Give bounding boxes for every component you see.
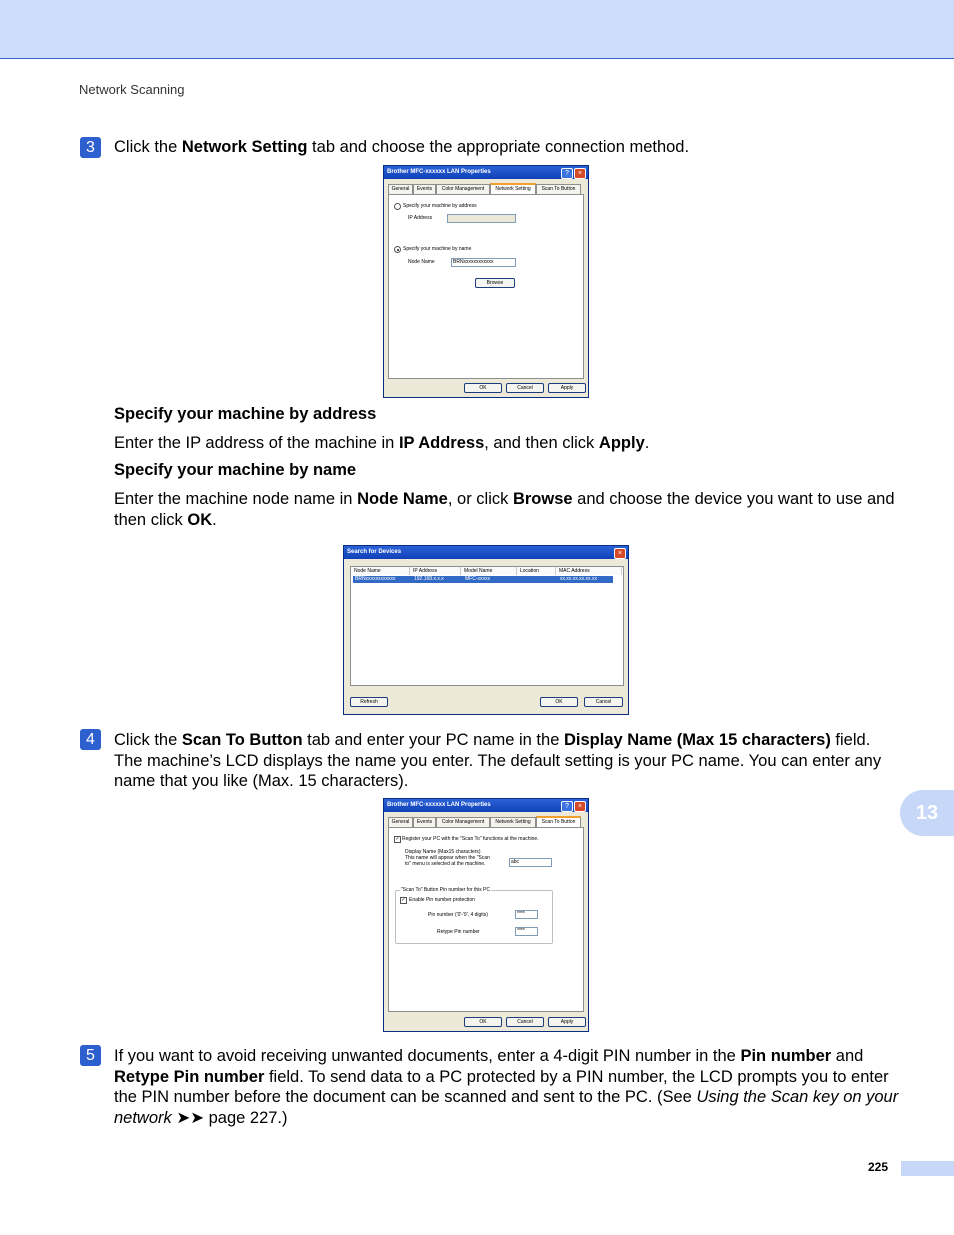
help-icon[interactable]: ?: [561, 801, 573, 812]
tab-events[interactable]: Events: [413, 184, 436, 194]
col-mac-address[interactable]: MAC Address: [556, 567, 622, 575]
close-icon[interactable]: ×: [614, 548, 626, 559]
radio-by-name-label: Specify your machine by name: [403, 246, 472, 252]
dialog-title: Search for Devices: [344, 546, 628, 559]
dialog-title: Brother MFC-xxxxxx LAN Properties: [384, 166, 588, 179]
by-name-text: Enter the machine node name in Node Name, or click Browse and choose the device you want to use and then click OK.: [114, 490, 895, 529]
tab-events[interactable]: Events: [413, 817, 436, 827]
tab-scan-to-button[interactable]: Scan To Button: [536, 184, 581, 194]
search-for-devices-dialog: [343, 545, 629, 715]
step-number-4: 4: [80, 729, 101, 750]
by-address-text: Enter the IP address of the machine in IP Address, and then click Apply.: [114, 434, 650, 452]
apply-button[interactable]: Apply: [548, 383, 586, 393]
tab-color-management[interactable]: Color Management: [436, 817, 490, 827]
lan-properties-dialog-network: [383, 165, 589, 398]
tab-network-setting[interactable]: Network Setting: [490, 817, 536, 827]
cancel-button[interactable]: Cancel: [584, 697, 623, 707]
cross-reference-link[interactable]: Using the Scan key on your network: [114, 1088, 899, 1127]
col-location[interactable]: Location: [517, 567, 556, 575]
node-name-label: Node Name: [408, 259, 435, 265]
tab-color-management[interactable]: Color Management: [436, 184, 490, 194]
ip-address-label: IP Address: [408, 215, 433, 221]
chapter-tab: 13: [900, 790, 954, 836]
col-node-name[interactable]: Node Name: [351, 567, 410, 575]
lan-properties-dialog-scan: [383, 798, 589, 1032]
col-ip-address[interactable]: IP Address: [410, 567, 461, 575]
display-name-label: Display Name (Max15 characters): [405, 849, 481, 855]
pin-number-field[interactable]: ****: [515, 910, 538, 919]
pin-number-label: Pin number ('0'-'9', 4 digits): [428, 912, 488, 918]
heading-by-address: Specify your machine by address: [114, 405, 377, 423]
device-list[interactable]: [350, 566, 624, 686]
ok-button[interactable]: OK: [464, 383, 502, 393]
dialog-title: Brother MFC-xxxxxx LAN Properties: [384, 799, 588, 812]
heading-by-name: Specify your machine by name: [114, 461, 357, 479]
cell-mac-address: xx.xx.xx.xx.xx.xx: [560, 576, 597, 582]
scan-to-button-panel: [388, 827, 584, 1012]
display-name-field[interactable]: abc: [509, 858, 552, 867]
enable-pin-checkbox[interactable]: ✓: [401, 897, 406, 903]
tab-network-setting[interactable]: Network Setting: [490, 183, 536, 195]
network-setting-panel: [388, 194, 584, 379]
cell-ip-address: 192.168.x.x.x: [414, 576, 444, 582]
tab-general[interactable]: General: [388, 817, 413, 827]
tab-scan-to-button[interactable]: Scan To Button: [536, 816, 581, 828]
ip-address-field[interactable]: [447, 214, 516, 223]
step-3-text: Click the Network Setting tab and choose the appropriate connection method.: [114, 138, 690, 156]
step-number-3: 3: [80, 137, 101, 158]
radio-by-address[interactable]: [394, 203, 401, 210]
cell-model-name: MFC-xxxxx: [465, 576, 490, 582]
cell-node-name: BRNxxxxxxxxxxxx: [355, 576, 396, 582]
col-model-name[interactable]: Model Name: [461, 567, 517, 575]
enable-pin-label: Enable Pin number protection: [409, 897, 475, 903]
step-4-text: Click the Scan To Button tab and enter your PC name in the Display Name (Max 15 characters) field. The machine’s LCD displays the name you enter. The default setting is your PC name. You can enter any name that you like (Max. 15 characters).: [114, 731, 882, 790]
cancel-button[interactable]: Cancel: [506, 383, 544, 393]
display-name-note-2: to" menu is selected at the machine.: [405, 861, 486, 867]
page-number: 225: [868, 1160, 889, 1174]
node-name-field[interactable]: BRNxxxxxxxxxxxx: [451, 258, 516, 267]
register-label: Register your PC with the "Scan To" functions at the machine.: [402, 836, 539, 842]
close-icon[interactable]: ×: [574, 168, 586, 179]
header-band: [0, 0, 954, 59]
retype-pin-field[interactable]: ****: [515, 927, 538, 936]
radio-by-address-label: Specify your machine by address: [403, 203, 477, 209]
step-5-text: If you want to avoid receiving unwanted documents, enter a 4-digit PIN number in the Pin number and Retype Pin number field. To send data to a PC protected by a PIN number, the LCD prompts you to enter the PIN number before the document can be scanned and sent to the PC. (See Using the Scan key on your network ➤➤ page 227.): [114, 1047, 899, 1127]
radio-by-name[interactable]: [394, 246, 401, 253]
register-checkbox[interactable]: ✓: [395, 836, 400, 842]
ok-button[interactable]: OK: [464, 1017, 502, 1027]
pin-group: [395, 887, 553, 944]
help-icon[interactable]: ?: [561, 168, 573, 179]
pin-group-title: "Scan To" Button Pin number for this PC: [401, 887, 491, 893]
step-number-5: 5: [80, 1045, 101, 1066]
close-icon[interactable]: ×: [574, 801, 586, 812]
page-number-bar: [901, 1161, 954, 1176]
browse-button[interactable]: Browse: [475, 278, 515, 288]
refresh-button[interactable]: Refresh: [350, 697, 388, 707]
retype-pin-label: Retype Pin number: [437, 929, 480, 935]
apply-button[interactable]: Apply: [548, 1017, 586, 1027]
display-name-note-1: This name will appear when the "Scan: [405, 855, 490, 861]
tab-general[interactable]: General: [388, 184, 413, 194]
cancel-button[interactable]: Cancel: [506, 1017, 544, 1027]
ok-button[interactable]: OK: [540, 697, 578, 707]
section-title: Network Scanning: [79, 82, 185, 97]
